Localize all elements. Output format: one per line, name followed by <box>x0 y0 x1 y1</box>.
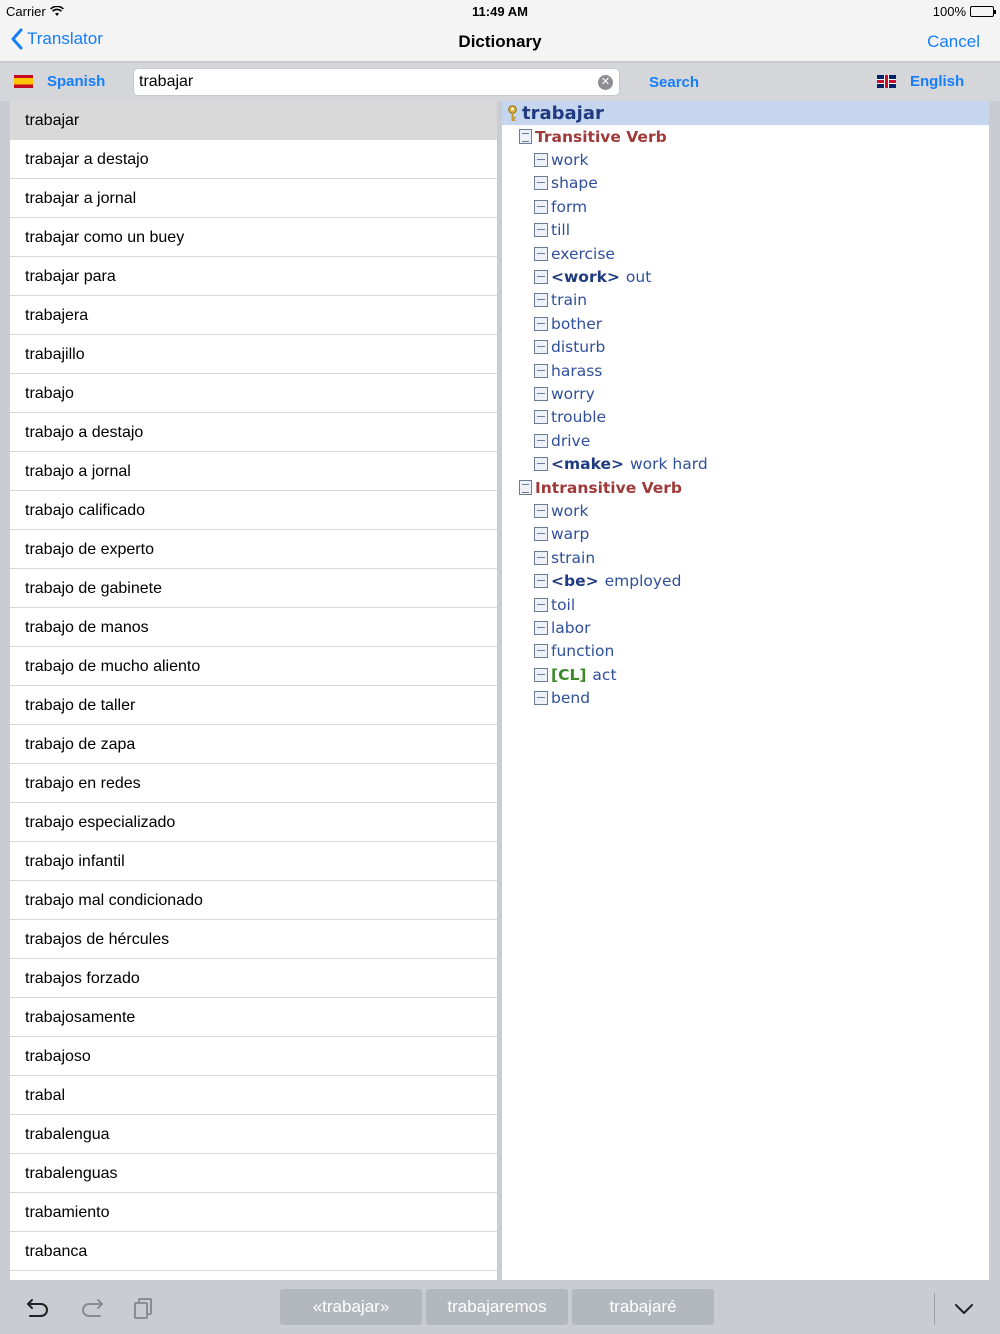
collapse-box-icon <box>534 200 548 214</box>
suggestion-button[interactable]: «trabajar» <box>280 1289 422 1325</box>
collapse-box-icon <box>534 247 548 261</box>
translation-item[interactable] <box>502 195 989 218</box>
translation-item[interactable] <box>502 523 989 546</box>
translation-item[interactable] <box>502 593 989 616</box>
collapse-box-icon <box>534 434 548 448</box>
translation-tag: <work> <box>551 268 620 287</box>
collapse-box-icon <box>534 176 548 190</box>
collapse-box-icon <box>534 574 548 588</box>
navigation-bar <box>0 22 1000 62</box>
key-icon <box>507 105 518 122</box>
list-item[interactable]: trabajar a destajo <box>10 140 497 179</box>
list-item[interactable]: trabajo especializado <box>10 803 497 842</box>
uk-flag-icon <box>877 75 896 88</box>
list-item[interactable]: trabajo de manos <box>10 608 497 647</box>
headword-row <box>502 101 989 125</box>
translation-item[interactable] <box>502 686 989 709</box>
suggestion-button[interactable]: trabajaré <box>572 1289 714 1325</box>
translation-item[interactable] <box>502 312 989 335</box>
list-item[interactable]: trabajo de taller <box>10 686 497 725</box>
translation-text: employed <box>604 572 682 591</box>
list-item[interactable]: trabajoso <box>10 1037 497 1076</box>
translation-text: toil <box>551 595 576 614</box>
translation-item[interactable] <box>502 452 989 475</box>
status-bar <box>0 0 1000 22</box>
list-item[interactable]: trabajar para <box>10 257 497 296</box>
battery-indicator <box>933 4 994 19</box>
list-item[interactable]: trabajo mal condicionado <box>10 881 497 920</box>
translation-text: bother <box>551 314 603 333</box>
collapse-box-icon <box>534 551 548 565</box>
collapse-box-icon <box>534 504 548 518</box>
translation-item[interactable] <box>502 663 989 686</box>
translation-text: shape <box>551 174 598 193</box>
collapse-box-icon <box>534 621 548 635</box>
translation-item[interactable] <box>502 219 989 242</box>
translation-text: drive <box>551 431 591 450</box>
list-item[interactable]: trabamiento <box>10 1193 497 1232</box>
search-button[interactable]: Search <box>649 74 700 91</box>
clock: 11:49 AM <box>472 4 528 19</box>
translation-text: act <box>592 665 617 684</box>
collapse-box-icon <box>534 364 548 378</box>
target-language-button[interactable] <box>877 73 964 90</box>
list-item[interactable]: trabajo calificado <box>10 491 497 530</box>
translation-item[interactable] <box>502 406 989 429</box>
list-item[interactable]: trabajo a jornal <box>10 452 497 491</box>
chevron-left-icon <box>10 28 23 50</box>
toolbar-separator <box>934 1293 935 1325</box>
collapse-box-icon <box>534 317 548 331</box>
part-of-speech-label: Transitive Verb <box>535 127 667 146</box>
translation-text: form <box>551 197 588 216</box>
collapse-box-icon <box>534 223 548 237</box>
collapse-box-icon <box>534 644 548 658</box>
undo-icon[interactable] <box>24 1294 52 1322</box>
list-item[interactable]: trabajo infantil <box>10 842 497 881</box>
translation-text: till <box>551 221 570 240</box>
target-language-label: English <box>910 73 965 90</box>
document-icon <box>519 480 532 495</box>
translation-tag: <make> <box>551 455 624 474</box>
spain-flag-icon <box>14 75 33 88</box>
translation-item[interactable] <box>502 359 989 382</box>
source-language-button[interactable] <box>14 73 105 90</box>
part-of-speech-header[interactable] <box>502 476 989 499</box>
translation-text: worry <box>551 384 595 403</box>
translation-text: trouble <box>551 408 607 427</box>
paste-icon[interactable] <box>130 1294 158 1322</box>
collapse-box-icon <box>534 153 548 167</box>
translation-text: work hard <box>630 455 708 474</box>
list-item[interactable]: trabajillo <box>10 335 497 374</box>
suggestion-button[interactable]: trabajaremos <box>426 1289 568 1325</box>
chevron-down-icon[interactable] <box>950 1294 978 1322</box>
collapse-box-icon <box>534 457 548 471</box>
translation-tag: [CL] <box>551 665 587 684</box>
list-item[interactable]: trabalenguas <box>10 1154 497 1193</box>
translation-item[interactable] <box>502 265 989 288</box>
definition-pane <box>502 101 989 1280</box>
translation-item[interactable] <box>502 148 989 171</box>
list-item[interactable]: trabajo <box>10 374 497 413</box>
list-item[interactable]: trabajo de zapa <box>10 725 497 764</box>
translation-item[interactable] <box>502 242 989 265</box>
collapse-box-icon <box>534 387 548 401</box>
battery-percent: 100% <box>932 4 966 19</box>
collapse-box-icon <box>534 598 548 612</box>
translation-text: harass <box>551 361 603 380</box>
collapse-box-icon <box>534 410 548 424</box>
translation-item[interactable] <box>502 546 989 569</box>
part-of-speech-label: Intransitive Verb <box>535 478 683 497</box>
document-icon <box>519 129 532 144</box>
translation-item[interactable] <box>502 382 989 405</box>
list-item[interactable]: trabajar como un buey <box>10 218 497 257</box>
list-item[interactable]: trabajos forzado <box>10 959 497 998</box>
list-item[interactable]: trabajo de experto <box>10 530 497 569</box>
list-item[interactable]: trabajo a destajo <box>10 413 497 452</box>
collapse-box-icon <box>534 293 548 307</box>
list-item[interactable]: trabal <box>10 1076 497 1115</box>
translation-text: bend <box>551 689 591 708</box>
list-item[interactable]: trabajar <box>10 101 497 140</box>
translation-item[interactable] <box>502 289 989 312</box>
clear-icon[interactable]: ✕ <box>598 75 613 90</box>
part-of-speech-header[interactable] <box>502 125 989 148</box>
translation-text: out <box>625 268 652 287</box>
list-item[interactable]: trabajera <box>10 296 497 335</box>
list-item[interactable]: trabajosamente <box>10 998 497 1037</box>
list-item[interactable]: trabajos de hércules <box>10 920 497 959</box>
search-input[interactable] <box>134 69 584 95</box>
translation-item[interactable] <box>502 336 989 359</box>
back-button[interactable] <box>10 28 103 50</box>
list-item[interactable]: trabanca <box>10 1232 497 1271</box>
back-button-label: Translator <box>27 29 103 48</box>
list-item[interactable]: trabajo de mucho aliento <box>10 647 497 686</box>
translation-item[interactable] <box>502 499 989 522</box>
translation-item[interactable] <box>502 640 989 663</box>
source-language-label: Spanish <box>47 73 106 90</box>
search-field[interactable] <box>133 68 620 96</box>
cancel-button[interactable]: Cancel <box>927 32 980 51</box>
translation-text: strain <box>551 548 596 567</box>
list-item[interactable]: trabajar a jornal <box>10 179 497 218</box>
translation-item[interactable] <box>502 616 989 639</box>
collapse-box-icon <box>534 270 548 284</box>
translation-tag: <be> <box>551 572 599 591</box>
translation-text: disturb <box>551 338 606 357</box>
page-title: Dictionary <box>458 32 542 51</box>
list-item[interactable]: trabalengua <box>10 1115 497 1154</box>
translation-text: work <box>551 501 589 520</box>
battery-icon <box>970 6 994 17</box>
translation-text: warp <box>551 525 590 544</box>
collapse-box-icon <box>534 668 548 682</box>
translation-text: exercise <box>551 244 615 263</box>
keyboard-shortcut-bar <box>0 1280 1000 1334</box>
translation-text: function <box>551 642 615 661</box>
translation-item[interactable] <box>502 429 989 452</box>
list-item[interactable]: trabajo en redes <box>10 764 497 803</box>
collapse-box-icon <box>534 340 548 354</box>
word-list[interactable] <box>10 101 497 1280</box>
collapse-box-icon <box>534 527 548 541</box>
redo-icon[interactable] <box>78 1294 106 1322</box>
translation-text: labor <box>551 618 591 637</box>
translation-item[interactable] <box>502 172 989 195</box>
collapse-box-icon <box>534 691 548 705</box>
headword-text: trabajar <box>522 102 604 124</box>
translation-text: train <box>551 291 588 310</box>
search-bar <box>0 63 1000 101</box>
translation-item[interactable] <box>502 569 989 592</box>
carrier-label: Carrier <box>6 4 46 19</box>
list-item[interactable]: trabajo de gabinete <box>10 569 497 608</box>
translation-text: work <box>551 151 589 170</box>
